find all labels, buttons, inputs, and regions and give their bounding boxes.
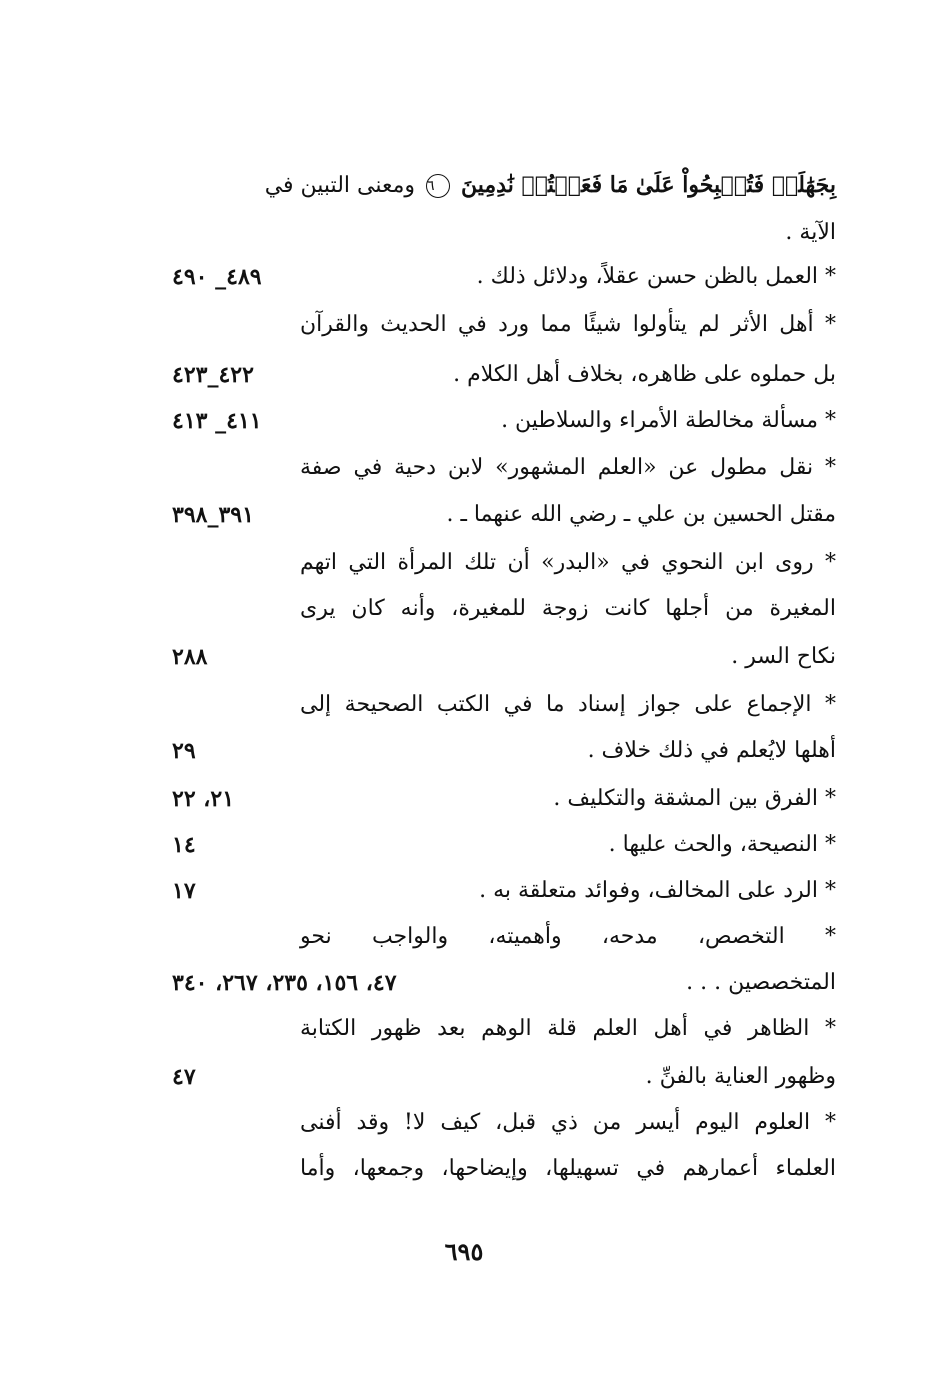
entry-text: مقتل الحسين بن علي ـ رضي الله عنهما ـ .	[446, 502, 836, 527]
entry-text: * نقل مطول عن «العلم المشهور» لابن دحية في صفة	[300, 455, 836, 480]
page-reference: ٢٨٨	[172, 644, 208, 670]
entry-text: * العلوم اليوم أيسر من ذي قبل، كيف لا! وقد أفنى	[300, 1110, 836, 1135]
entry-text: المغيرة من أجلها كانت زوجة للمغيرة، وأنه كان يرى	[300, 596, 836, 621]
entry-text: المتخصصين . . .	[686, 970, 836, 995]
entry-text: * الظاهر في أهل العلم قلة الوهم بعد ظهور الكتابة	[300, 1016, 836, 1041]
index-line	[150, 352, 836, 398]
index-line	[150, 398, 836, 444]
index-line	[150, 1054, 836, 1100]
entry-text: * التخصص، مدحه، وأهميته، والواجب نحو	[300, 924, 836, 949]
page-reference: ٤٧	[172, 1064, 196, 1090]
entry-text: نكاح السر .	[731, 644, 836, 669]
entry-text	[264, 162, 836, 209]
page-reference: ٤٢٢_٤٢٣	[172, 362, 254, 388]
index-line	[150, 586, 836, 632]
index-line	[150, 1146, 836, 1192]
index-line	[150, 914, 836, 960]
page-reference: ١٤	[172, 832, 196, 858]
index-line	[150, 682, 836, 728]
page-reference: ٤١١_ ٤١٣	[172, 408, 262, 434]
index-line	[150, 728, 836, 774]
index-line	[150, 162, 836, 208]
entry-text: * مسألة مخالطة الأمراء والسلاطين .	[501, 408, 836, 433]
index-line	[150, 868, 836, 914]
entry-text: * النصيحة، والحث عليها .	[608, 832, 836, 857]
index-line	[150, 540, 836, 586]
index-line	[150, 634, 836, 680]
ayah-number-icon: ٦	[426, 174, 450, 198]
entry-text: * روى ابن النحوي في «البدر» أن تلك المرأة التي اتهم	[300, 550, 836, 575]
page-number: ٦٩٥	[444, 1237, 484, 1266]
page-reference: ٤٧، ١٥٦، ٢٣٥، ٢٦٧، ٣٤٠	[172, 970, 397, 996]
entry-text: * العمل بالظن حسن عقلاً، ودلائل ذلك .	[476, 264, 836, 289]
entry-text-tail: ومعنى التبين في	[264, 173, 416, 198]
index-line	[150, 445, 836, 491]
entry-text: الآية .	[785, 220, 836, 245]
page-reference: ٢٩	[172, 738, 196, 764]
entry-text: بل حملوه على ظاهره، بخلاف أهل الكلام .	[453, 362, 836, 387]
index-line	[150, 492, 836, 538]
index-line	[150, 960, 836, 1006]
entry-text: * الإجماع على جواز إسناد ما في الكتب الصحيحة إلى	[300, 692, 836, 717]
entry-text: العلماء أعمارهم في تسهيلها، وإيضاحها، وجمعها، وأما	[300, 1156, 836, 1181]
index-line	[150, 776, 836, 822]
entry-text: * الرد على المخالف، وفوائد متعلقة به .	[479, 878, 836, 903]
page-reference: ٤٨٩_ ٤٩٠	[172, 264, 262, 290]
quran-verse: بِجَهَٰلَةٖ فَتُصۡبِحُواْ عَلَىٰ مَا فَعَلۡتُمۡ نَٰدِمِينَ	[461, 172, 836, 198]
entry-text: وظهور العناية بالفنِّ .	[645, 1064, 836, 1089]
page-reference: ٢١، ٢٢	[172, 786, 235, 812]
index-line	[150, 1006, 836, 1052]
page-reference: ٣٩١_٣٩٨	[172, 502, 254, 528]
index-line	[150, 1100, 836, 1146]
entry-text: أهلها لايُعلم في ذلك خلاف .	[587, 738, 836, 763]
index-line	[150, 210, 836, 256]
index-line	[150, 254, 836, 300]
page-reference: ١٧	[172, 878, 196, 904]
entry-text: * الفرق بين المشقة والتكليف .	[553, 786, 836, 811]
entry-text: * أهل الأثر لم يتأولوا شيئًا مما ورد في الحديث والقرآن	[300, 312, 836, 337]
index-line	[150, 822, 836, 868]
index-line	[150, 302, 836, 348]
